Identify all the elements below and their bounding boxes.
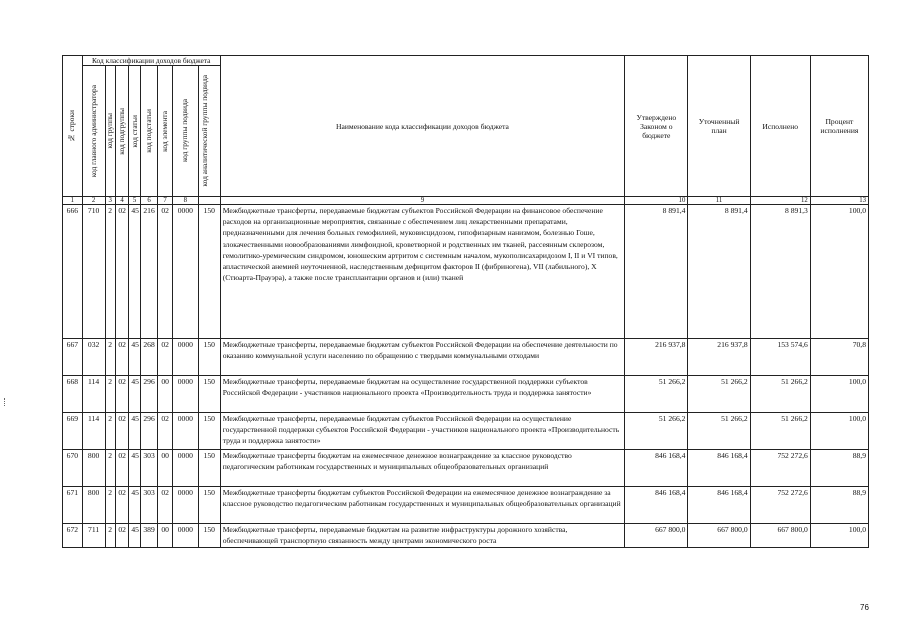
article-code-cell: 45 (129, 524, 140, 548)
percent-header: Процент исполнения (810, 56, 868, 197)
article-code-cell: 45 (129, 205, 140, 339)
subarticle-code-cell: 303 (140, 487, 158, 524)
subarticle-code-header: код подстатьи (140, 66, 158, 197)
subtype-group-header: код группы подвида (172, 66, 198, 197)
subarticle-code-cell: 268 (140, 339, 158, 376)
article-code-header: код статьи (129, 66, 140, 197)
article-code-cell: 45 (129, 376, 140, 413)
subtype-code-cell: 0000 (172, 524, 198, 548)
row-number-cell: 667 (63, 339, 83, 376)
column-number: 3 (105, 197, 115, 205)
column-number: 13 (810, 197, 868, 205)
column-number: 4 (115, 197, 128, 205)
approved-cell: 667 800,0 (625, 524, 688, 548)
name-cell: Межбюджетные трансферты, передаваемые бюджетам субъектов Российской Федерации на обеспечение деятельности по оказанию коммунальной услуги населению по обращению с твердыми коммунальными отходами (220, 339, 625, 376)
done-cell: 667 800,0 (750, 524, 810, 548)
subarticle-code-cell: 389 (140, 524, 158, 548)
done-cell: 8 891,3 (750, 205, 810, 339)
subgroup-code-cell: 02 (115, 487, 128, 524)
group-code-cell: 2 (105, 339, 115, 376)
done-cell: 752 272,6 (750, 487, 810, 524)
column-number: 8 (172, 197, 198, 205)
admin-code-cell: 710 (82, 205, 105, 339)
analytic-group-header: код аналитической группы подвида (198, 66, 220, 197)
table-row (63, 413, 869, 450)
subgroup-code-cell: 02 (115, 339, 128, 376)
column-number: 12 (750, 197, 810, 205)
article-code-cell: 45 (129, 487, 140, 524)
column-number-row (63, 197, 869, 205)
admin-code-header: код главного администратора (82, 66, 105, 197)
subarticle-code-cell: 296 (140, 413, 158, 450)
subtype-code-cell: 0000 (172, 413, 198, 450)
row-number-cell: 666 (63, 205, 83, 339)
subtype-code-cell: 0000 (172, 339, 198, 376)
row-number-cell: 669 (63, 413, 83, 450)
column-number: 1 (63, 197, 83, 205)
name-cell: Межбюджетные трансферты, передаваемые бюджетам субъектов Российской Федерации на финансовое обеспечение расходов на организационные мероприятия, связанные с обеспечением лиц лекарственными препаратами, предназначенными для лечения больных гемофилией, муковисцидозом, гипофизарным нанизмом, болезнью Гоше, злокачественными новообразованиями лимфоидной, кроветворной и родственных им тканей, рассеянным склерозом, гемолитико-уремическим синдромом, юношеским артритом с системным началом, мукополисахаридозом I, II и VI типов, апластической анемией неуточненной, наследственным дефицитом факторов II (фибриногена), VII (лабильного), X (Стюарта-Прауэра), а также после трансплантации органов и (или) тканей (220, 205, 625, 339)
plan-cell: 846 168,4 (688, 450, 750, 487)
done-cell: 752 272,6 (750, 450, 810, 487)
subgroup-code-header: код подгруппы (115, 66, 128, 197)
approved-header: Утверждено Законом о бюджете (625, 56, 688, 197)
element-code-cell: 02 (158, 413, 173, 450)
name-header: Наименование кода классификации доходов бюджета (220, 56, 625, 197)
approved-cell: 846 168,4 (625, 487, 688, 524)
approved-cell: 51 266,2 (625, 376, 688, 413)
analytic-code-cell: 150 (198, 524, 220, 548)
done-cell: 51 266,2 (750, 413, 810, 450)
table-row (63, 487, 869, 524)
subarticle-code-cell: 216 (140, 205, 158, 339)
percent-cell: 100,0 (810, 524, 868, 548)
plan-cell: 8 891,4 (688, 205, 750, 339)
subgroup-code-cell: 02 (115, 413, 128, 450)
group-code-cell: 2 (105, 205, 115, 339)
done-header: Исполнено (750, 56, 810, 197)
column-number: 7 (158, 197, 173, 205)
column-number: 2 (82, 197, 105, 205)
subgroup-code-cell: 02 (115, 205, 128, 339)
group-code-cell: 2 (105, 376, 115, 413)
classification-code-header: Код классификации доходов бюджета (82, 56, 220, 66)
column-number: 5 (129, 197, 140, 205)
plan-cell: 51 266,2 (688, 413, 750, 450)
subtype-code-cell: 0000 (172, 376, 198, 413)
page-number: 76 (860, 603, 869, 612)
element-code-cell: 00 (158, 376, 173, 413)
analytic-code-cell: 150 (198, 339, 220, 376)
subgroup-code-cell: 02 (115, 376, 128, 413)
table-row (63, 205, 869, 339)
name-cell: Межбюджетные трансферты, передаваемые бюджетам на развитие инфраструктуры дорожного хозяйства, обеспечивающей транспортную связанность между центрами экономического роста (220, 524, 625, 548)
table-row (63, 339, 869, 376)
name-cell: Межбюджетные трансферты бюджетам субъектов Российской Федерации на ежемесячное денежное вознаграждение за классное руководство педагогическим работникам государственных и муниципальных общеобразовательных организаций (220, 487, 625, 524)
column-number: 11 (688, 197, 750, 205)
admin-code-cell: 800 (82, 487, 105, 524)
row-number-cell: 670 (63, 450, 83, 487)
group-code-cell: 2 (105, 524, 115, 548)
subtype-code-cell: 0000 (172, 205, 198, 339)
group-code-cell: 2 (105, 487, 115, 524)
table-row (63, 376, 869, 413)
name-cell: Межбюджетные трансферты, передаваемые бюджетам на осуществление государственной поддержки субъектов Российской Федерации - участников национального проекта «Производительность труда и поддержка занятости» (220, 376, 625, 413)
subgroup-code-cell: 02 (115, 524, 128, 548)
article-code-cell: 45 (129, 339, 140, 376)
row-number-cell: 668 (63, 376, 83, 413)
table-body (63, 205, 869, 548)
group-code-cell: 2 (105, 413, 115, 450)
subtype-code-cell: 0000 (172, 487, 198, 524)
row-number-cell: 671 (63, 487, 83, 524)
table-row (63, 450, 869, 487)
name-cell: Межбюджетные трансферты бюджетам на ежемесячное денежное вознаграждение за классное руководство педагогическим работникам государственных и муниципальных общеобразовательных организаций (220, 450, 625, 487)
element-code-cell: 02 (158, 487, 173, 524)
element-code-cell: 02 (158, 205, 173, 339)
admin-code-cell: 114 (82, 413, 105, 450)
percent-cell: 100,0 (810, 376, 868, 413)
element-code-cell: 00 (158, 524, 173, 548)
table-row (63, 524, 869, 548)
analytic-code-cell: 150 (198, 413, 220, 450)
column-number (198, 197, 220, 205)
approved-cell: 51 266,2 (625, 413, 688, 450)
name-cell: Межбюджетные трансферты, передаваемые бюджетам субъектов Российской Федерации на осуществление государственной поддержки субъектов Российской Федерации - участников национального проекта «Производительность труда и поддержка занятости» (220, 413, 625, 450)
row-number-cell: 672 (63, 524, 83, 548)
subtype-code-cell: 0000 (172, 450, 198, 487)
article-code-cell: 45 (129, 413, 140, 450)
analytic-code-cell: 150 (198, 487, 220, 524)
subarticle-code-cell: 296 (140, 376, 158, 413)
percent-cell: 88,9 (810, 450, 868, 487)
admin-code-cell: 800 (82, 450, 105, 487)
subgroup-code-cell: 02 (115, 450, 128, 487)
plan-cell: 216 937,8 (688, 339, 750, 376)
budget-revenue-table (62, 55, 869, 548)
element-code-header: код элемента (158, 66, 173, 197)
admin-code-cell: 114 (82, 376, 105, 413)
percent-cell: 100,0 (810, 205, 868, 339)
element-code-cell: 02 (158, 339, 173, 376)
done-cell: 153 574,6 (750, 339, 810, 376)
percent-cell: 100,0 (810, 413, 868, 450)
admin-code-cell: 032 (82, 339, 105, 376)
analytic-code-cell: 150 (198, 450, 220, 487)
column-number: 9 (220, 197, 625, 205)
plan-cell: 51 266,2 (688, 376, 750, 413)
subarticle-code-cell: 303 (140, 450, 158, 487)
column-number: 6 (140, 197, 158, 205)
scan-mark (4, 398, 6, 406)
percent-cell: 70,8 (810, 339, 868, 376)
approved-cell: 846 168,4 (625, 450, 688, 487)
plan-header: Уточненный план (688, 56, 750, 197)
approved-cell: 216 937,8 (625, 339, 688, 376)
element-code-cell: 00 (158, 450, 173, 487)
plan-cell: 667 800,0 (688, 524, 750, 548)
row-number-header: № строки (63, 56, 83, 197)
done-cell: 51 266,2 (750, 376, 810, 413)
header-row-top (63, 56, 869, 66)
group-code-header: код группы (105, 66, 115, 197)
admin-code-cell: 711 (82, 524, 105, 548)
percent-cell: 88,9 (810, 487, 868, 524)
analytic-code-cell: 150 (198, 205, 220, 339)
article-code-cell: 45 (129, 450, 140, 487)
column-number: 10 (625, 197, 688, 205)
plan-cell: 846 168,4 (688, 487, 750, 524)
approved-cell: 8 891,4 (625, 205, 688, 339)
analytic-code-cell: 150 (198, 376, 220, 413)
group-code-cell: 2 (105, 450, 115, 487)
